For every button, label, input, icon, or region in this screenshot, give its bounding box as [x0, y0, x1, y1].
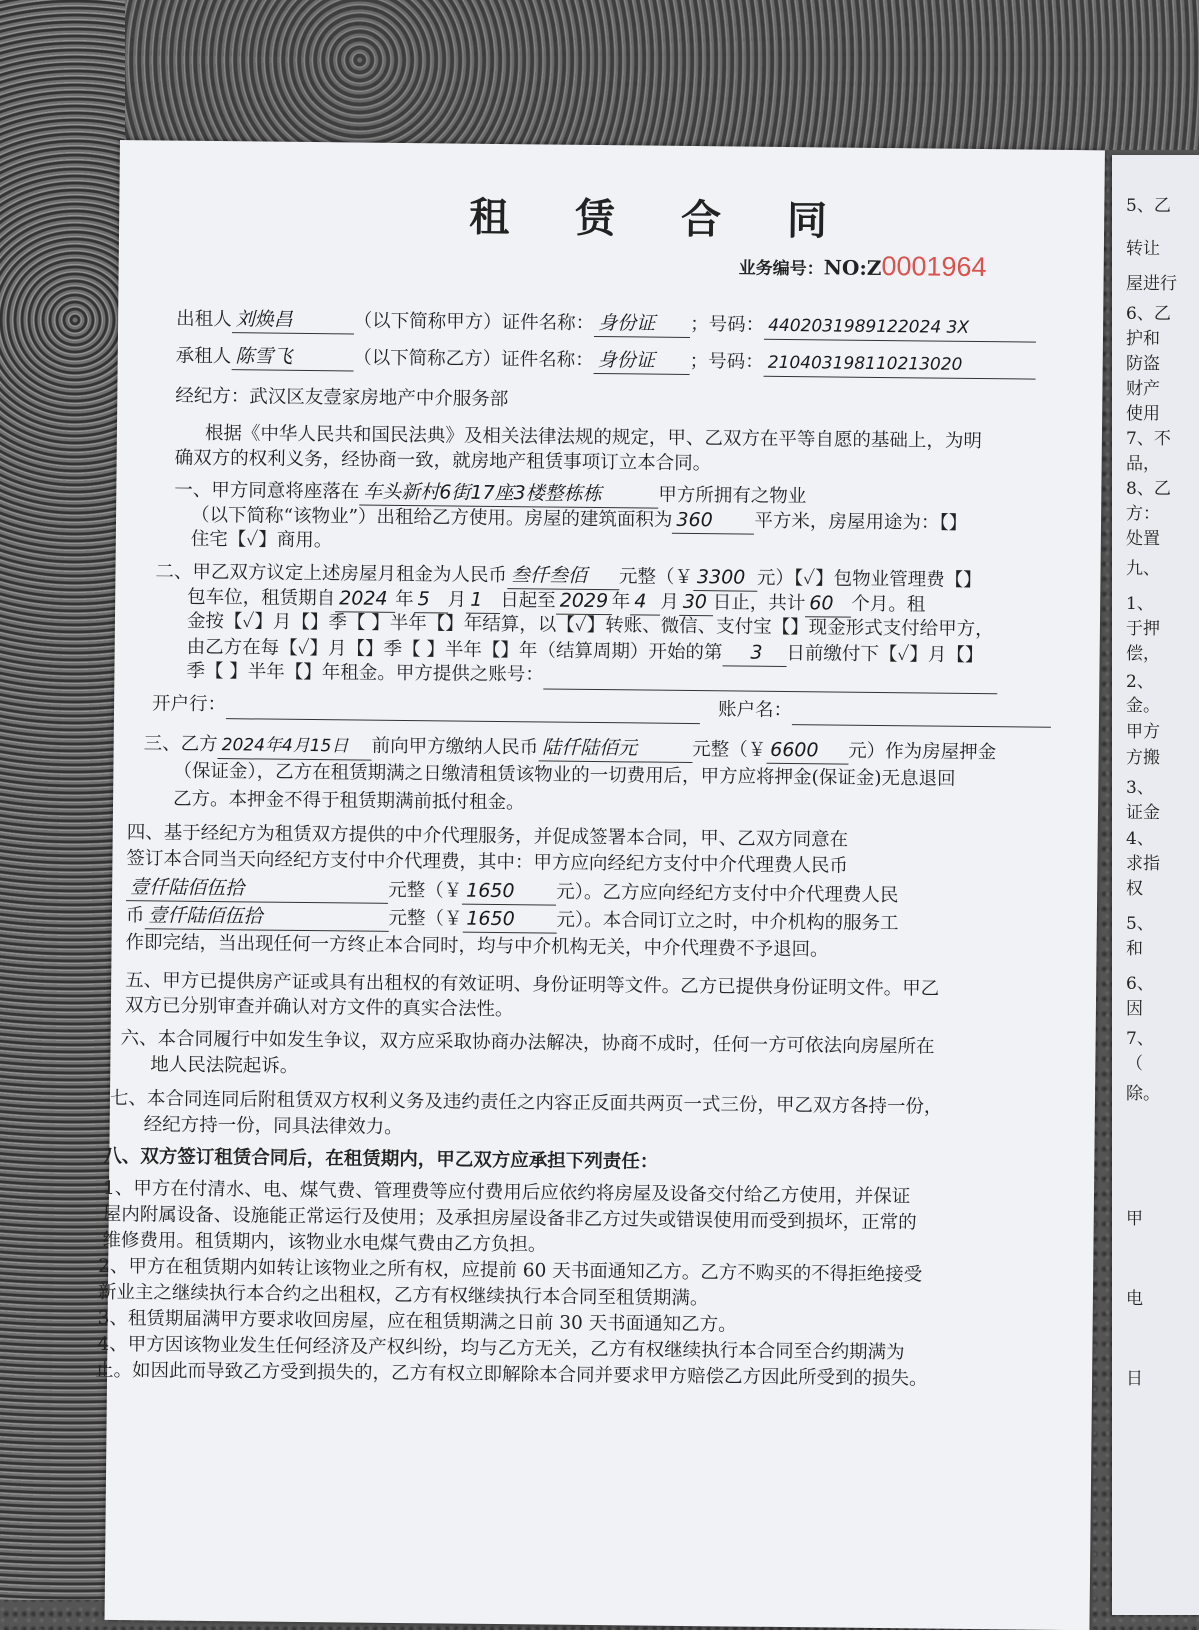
- agency-fee-a-words: 壹仟陆佰伍拾: [126, 874, 388, 904]
- clause1-line-1: 一、甲方同意将座落在 车头新村6街17座3楼整栋栋 甲方所拥有之物业: [174, 479, 807, 508]
- lessee-line: 承租人 陈雪飞 （以下简称乙方）证件名称： 身份证 ；号码： 210403198110213020: [176, 343, 1036, 380]
- clause7-line-2: 经纪方持一份，同具法律效力。: [143, 1114, 403, 1139]
- next-page-text: 转让: [1126, 239, 1160, 259]
- end-month: 4: [630, 588, 660, 615]
- clause2-line-3: 金按【✓】月【】季【 】半年【】年结算，以【✓】转账、微信、支付宝【】现金形式支付给甲方，: [186, 610, 994, 641]
- clause6-line-1: 六、本合同履行中如发生争议，双方应采取协商办法解决，协商不成时，任何一方可依法向房屋所在: [120, 1028, 935, 1058]
- next-page-text: 护和: [1126, 329, 1160, 349]
- next-page-text: 甲方: [1126, 722, 1160, 742]
- next-page-text: 电: [1126, 1289, 1143, 1309]
- next-page-text: （: [1126, 1054, 1143, 1074]
- next-page-text: 和: [1126, 939, 1143, 959]
- bank-line: 开户行： ​ 账户名： ​: [152, 691, 1051, 727]
- clause3-line-1: 三、乙方 2024年4月15日 前向甲方缴纳人民币 陆仟陆佰元 元整（￥ 6600 元）作为房屋押金: [143, 733, 997, 764]
- lessee-id-type: 身份证: [594, 347, 690, 375]
- next-page-text: 求指: [1126, 854, 1160, 874]
- next-page-text: 财产: [1126, 379, 1160, 399]
- lessee-name: 陈雪飞: [231, 343, 353, 371]
- clause8-line-6: 3、租赁期届满甲方要求收回房屋，应在租赁期满之日前 30 天书面通知乙方。: [97, 1307, 737, 1336]
- building-area: 360: [672, 507, 754, 535]
- next-page-text: 甲: [1126, 1209, 1143, 1229]
- agency-fee-a-amount: 1650: [462, 878, 556, 906]
- agency-fee-b-words: 壹仟陆佰伍拾: [144, 902, 388, 932]
- clause8-title: 八、双方签订租赁合同后，在租赁期内，甲乙双方应承担下列责任：: [103, 1145, 659, 1173]
- granite-background: [0, 0, 1199, 150]
- clause4-line-1: 四、基于经纪方为租赁双方提供的中介代理服务，并促成签署本合同，甲、乙双方同意在: [126, 822, 849, 851]
- next-page-text: 1、: [1126, 594, 1154, 614]
- clause8-line-1: 1、甲方在付清水、电、煤气费、管理费等应付费用后应依约将房屋及设备交付给乙方使用，并保证: [102, 1177, 911, 1208]
- clause2-line-4: 由乙方在每【✓】月【】季【 】半年【】年（结算周期）开始的第 3 日前缴付下【✓】月【】: [186, 636, 984, 667]
- clause8-line-2: 屋内附属设备、设施能正常运行及使用；及承担房屋设备非乙方过失或错误使用而受到损坏，正常的: [102, 1203, 917, 1234]
- deposit-words: 陆仟陆佰元: [538, 734, 692, 763]
- next-page-text: 6、: [1126, 974, 1154, 994]
- next-page-text: 7、: [1126, 1029, 1154, 1049]
- clause2-line-2: 包车位，租赁期自 2024 年 5 月 1 日起至 2029 年 4 月 30 日止，共计 60 个月。租: [187, 584, 925, 619]
- clause8-line-4: 2、甲方在租赁期内如转让该物业之所有权，应提前 60 天书面通知乙方。乙方不购买的不得拒绝接受: [98, 1255, 923, 1286]
- lessor-id-number: 4402031989122024 3X: [764, 313, 1036, 343]
- clause8-line-5: 新业主之继续执行本合约之出租权，乙方有权继续执行本合同至租赁期满。: [97, 1281, 709, 1310]
- clause5-line-1: 五、甲方已提供房产证或具有出租权的有效证明、身份证明等文件。乙方已提供身份证明文件。甲乙: [125, 970, 940, 1000]
- lease-months: 60: [805, 590, 851, 617]
- page-title: 租 赁 合 同: [468, 193, 854, 245]
- clause2-line-1: 二、甲乙双方议定上述房屋月租金为人民币 叁仟叁佰 元整（￥ 3300 元）【✓】包物业管理费【】: [155, 561, 982, 592]
- clause8-line-3: 维修费用。租赁期内，该物业水电煤气费由乙方负担。: [102, 1229, 547, 1256]
- next-page-text: 5、乙: [1126, 196, 1171, 216]
- next-page-text: 方：: [1126, 504, 1160, 524]
- clause8-line-7: 4、甲方因该物业发生任何经济及产权纠纷，均与乙方无关，乙方有权继续执行本合同至合约期满为: [97, 1333, 905, 1364]
- next-page-text: 使用: [1126, 404, 1160, 424]
- next-page-text: 除。: [1126, 1084, 1160, 1104]
- preamble-line-2: 确双方的权利义务，经协商一致，就房地产租赁事项订立本合同。: [174, 447, 712, 475]
- clause1-line-2: （以下简称“该物业”）出租给乙方使用。房屋的建筑面积为 360 平方米，房屋用途为：【】: [190, 504, 968, 534]
- rent-amount: 3300: [693, 564, 757, 592]
- clause4-line-3: 壹仟陆佰伍拾 元整（￥ 1650 元）。乙方应向经纪方支付中介代理费人民: [126, 874, 899, 909]
- next-page-text: 证金: [1126, 803, 1160, 823]
- clause7-line-1: 七、本合同连同后附租赁双方权利义务及违约责任之内容正反面共两页一式三份，甲乙双方各持一份，: [109, 1087, 943, 1118]
- clause3-line-3: 乙方。本押金不得于租赁期满前抵付租金。: [172, 788, 525, 814]
- clause4-line-5: 作即完结，当出现任何一方终止本合同时，均与中介机构无关，中介代理费不予退回。: [125, 932, 829, 961]
- end-day: 30: [679, 589, 713, 616]
- next-page-text: 7、不: [1126, 429, 1171, 449]
- deposit-date: 2024年4月15日: [218, 732, 372, 761]
- lessor-line: 出租人 刘焕昌 （以下简称甲方）证件名称： 身份证 ；号码： 4402031989122024 3X: [176, 306, 1036, 343]
- next-page-edge: [1112, 155, 1199, 1615]
- lessee-id-number: 210403198110213020: [764, 350, 1036, 380]
- lessor-id-type: 身份证: [594, 310, 690, 338]
- clause8-line-8: 止。如因此而导致乙方受到损失的，乙方有权立即解除本合同并要求甲方赔偿乙方因此所受到的损失。: [95, 1359, 928, 1390]
- clause1-line-3: 住宅【✓】商用。: [190, 528, 333, 552]
- next-page-text: 2、: [1126, 672, 1154, 692]
- end-year: 2029: [556, 588, 612, 616]
- next-page-text: 日: [1126, 1369, 1143, 1389]
- next-page-text: 方搬: [1126, 748, 1160, 768]
- next-page-text: 6、乙: [1126, 304, 1171, 324]
- serial-number: 0001964: [881, 250, 987, 283]
- clause6-line-2: 地人民法院起诉。: [150, 1054, 299, 1077]
- next-page-text: 品，: [1126, 454, 1160, 474]
- clause4-line-2: 签订本合同当天向经纪方支付中介代理费，其中：甲方应向经纪方支付中介代理费人民币: [126, 848, 849, 877]
- next-page-text: 4、: [1126, 829, 1154, 849]
- next-page-text: 九、: [1126, 559, 1160, 579]
- lessor-name: 刘焕昌: [231, 306, 353, 334]
- next-page-text: 偿，: [1126, 644, 1160, 664]
- agency-fee-b-amount: 1650: [462, 906, 556, 934]
- agent-line: 经纪方：武汉区友壹家房地产中介服务部: [175, 385, 509, 411]
- clause3-line-2: （保证金），乙方在租赁期满之日缴清租赁该物业的一切费用后，甲方应将押金(保证金)无息退回: [173, 760, 956, 790]
- contract-page: [95, 140, 1105, 1630]
- next-page-text: 8、乙: [1126, 479, 1171, 499]
- next-page-text: 3、: [1126, 778, 1154, 798]
- next-page-text: 防盗: [1126, 354, 1160, 374]
- business-number: 业务编号：NO:Z0001964: [738, 250, 987, 283]
- start-day: 1: [466, 587, 500, 614]
- next-page-text: 因: [1126, 999, 1143, 1019]
- clause5-line-2: 双方已分别审查并确认对方文件的真实合法性。: [124, 995, 514, 1021]
- clause2-line-5: 季【 】半年【】年租金。甲方提供之账号： ​: [186, 659, 998, 694]
- next-page-text: 金。: [1126, 696, 1160, 716]
- next-page-text: 处置: [1126, 529, 1160, 549]
- due-day: 3: [722, 639, 786, 667]
- deposit-amount: 6600: [766, 737, 848, 765]
- start-month: 5: [414, 586, 448, 613]
- next-page-text: 权: [1126, 879, 1143, 899]
- preamble-line-1: 根据《中华人民共和国民法典》及相关法律法规的规定，甲、乙双方在平等自愿的基础上，为明: [204, 422, 983, 453]
- property-address: 车头新村6街17座3楼整栋栋: [359, 479, 658, 509]
- start-year: 2024: [335, 585, 395, 613]
- next-page-text: 于押: [1126, 619, 1160, 639]
- next-page-text: 屋进行: [1126, 274, 1177, 294]
- clause4-line-4: 币 壹仟陆佰伍拾 元整（￥ 1650 元）。本合同订立之时，中介机构的服务工: [126, 902, 899, 937]
- next-page-text: 5、: [1126, 914, 1154, 934]
- rent-words: 叁仟叁佰: [507, 562, 619, 590]
